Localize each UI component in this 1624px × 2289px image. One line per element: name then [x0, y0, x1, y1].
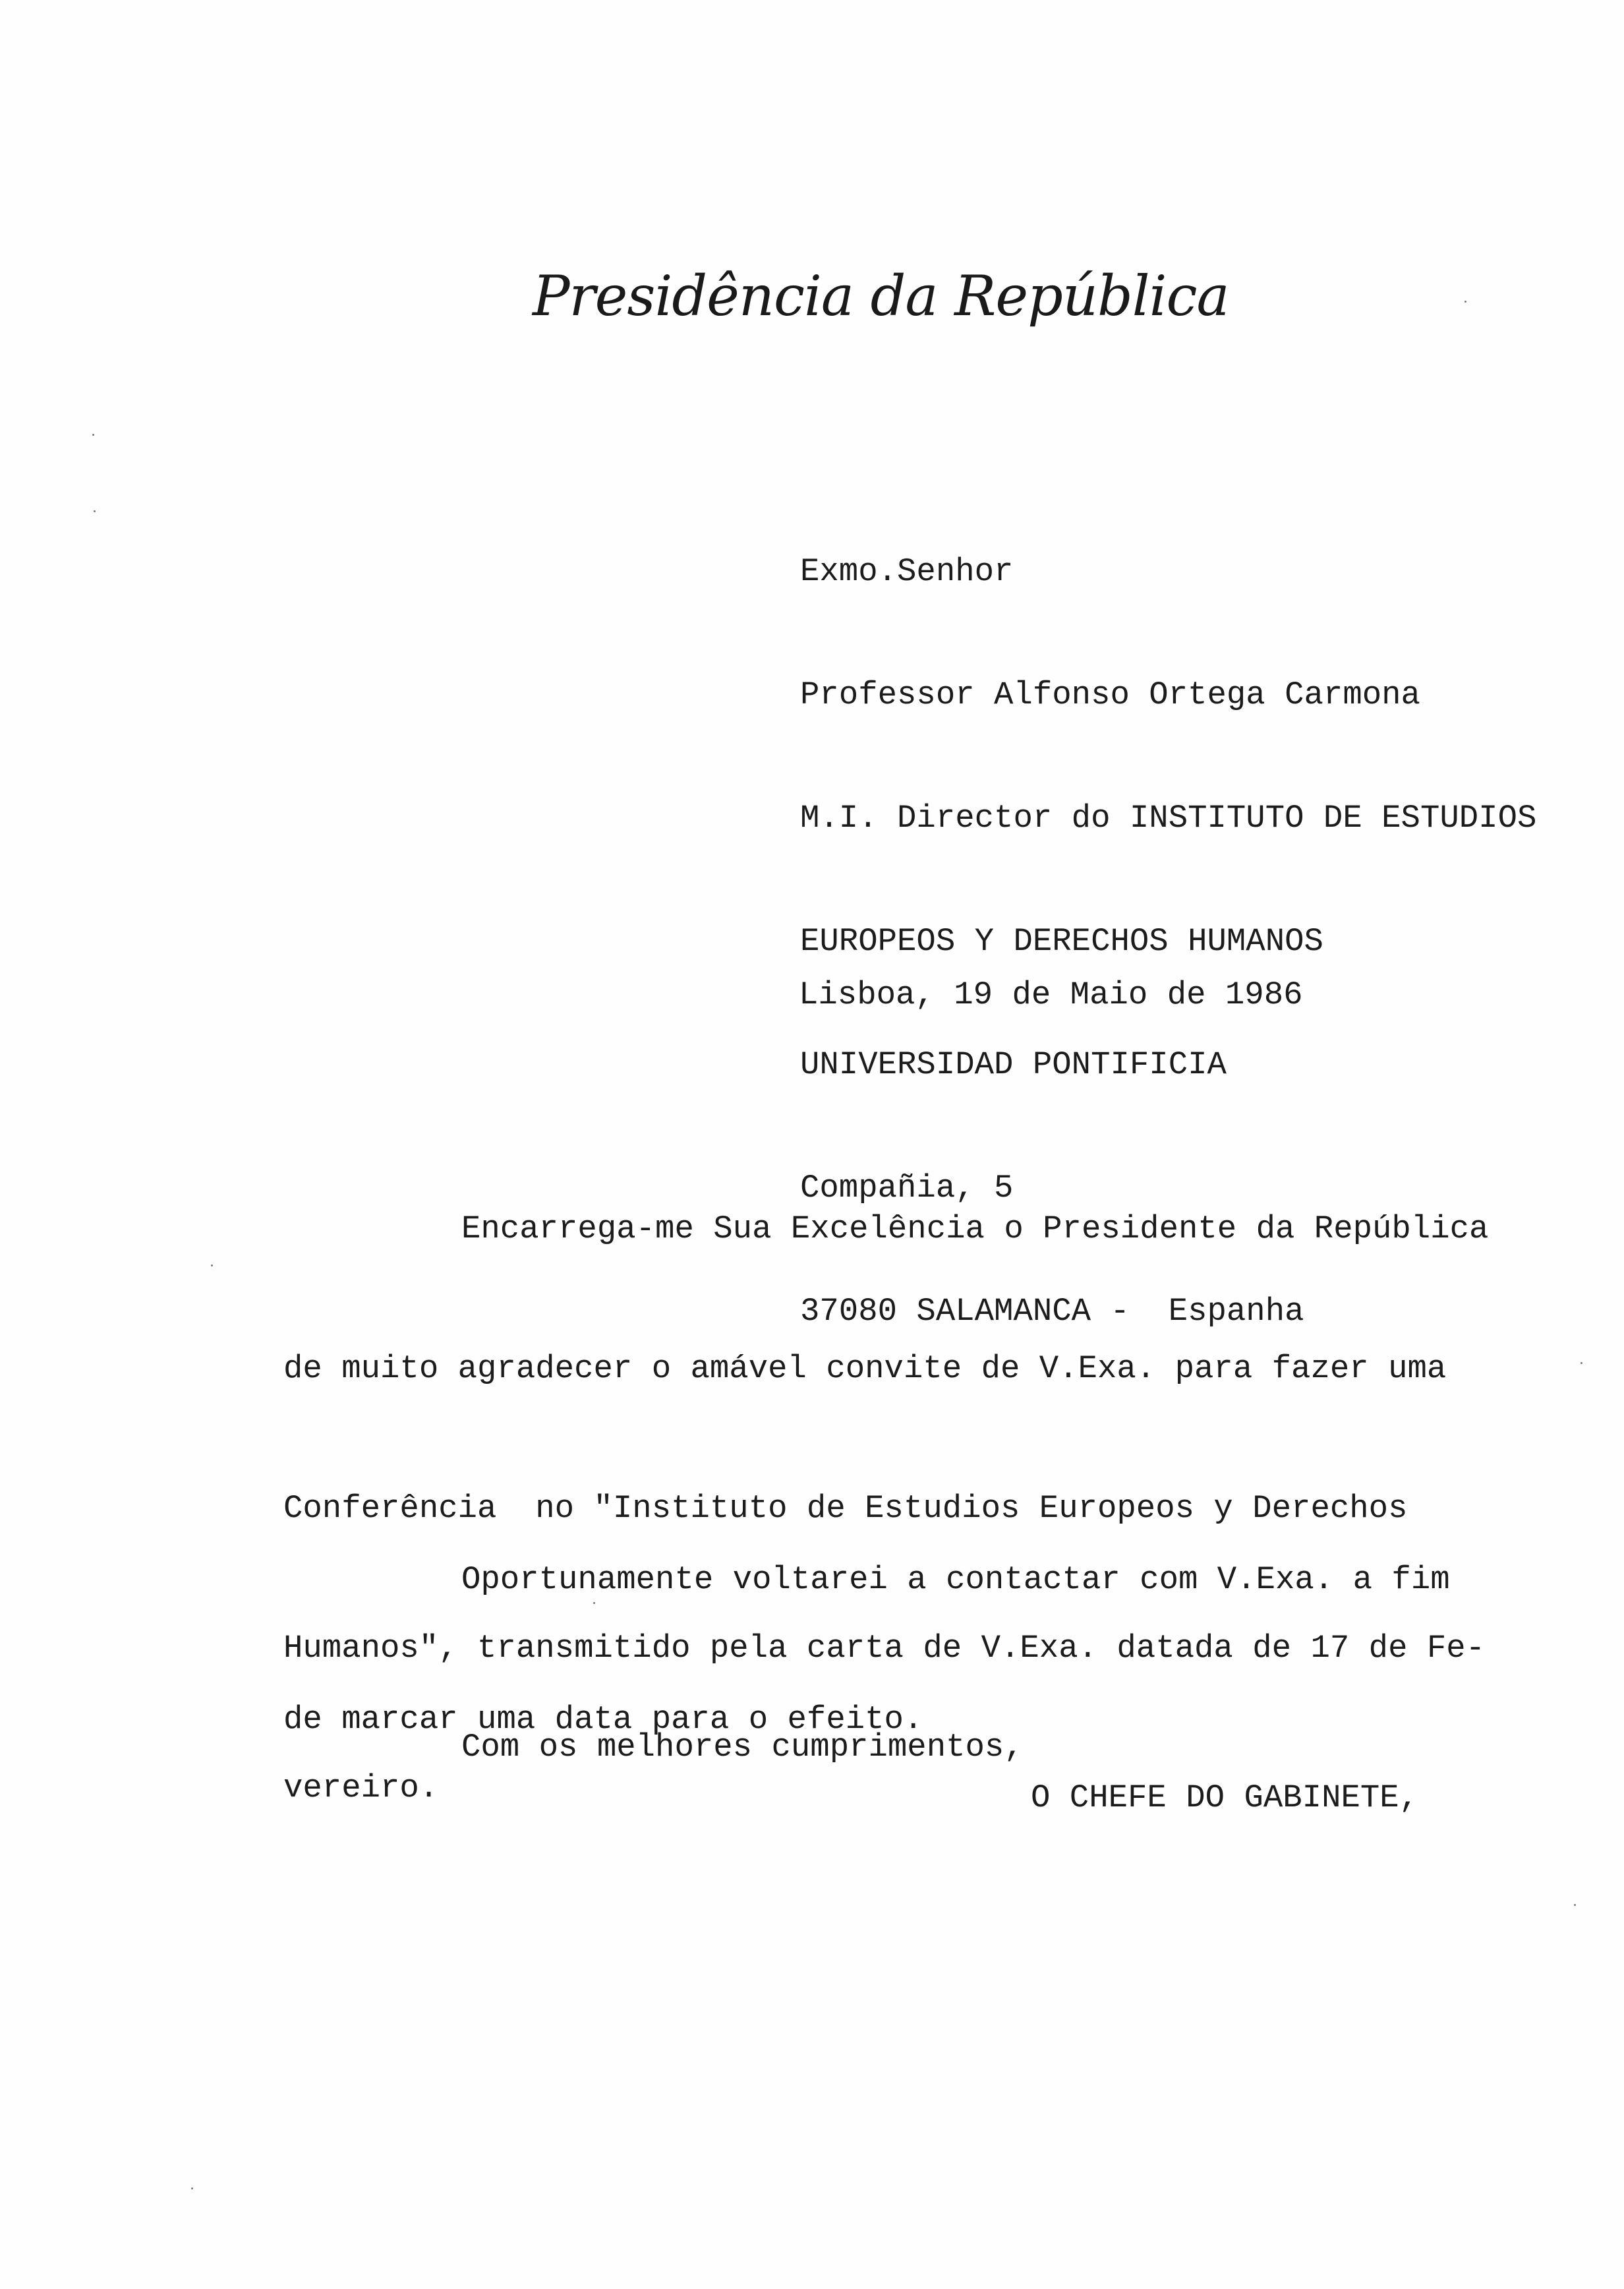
scan-speck [593, 1602, 595, 1604]
recipient-line-city: 37080 SALAMANCA - Espanha [800, 1293, 1304, 1330]
paragraph-1-line: vereiro. [283, 1769, 439, 1806]
recipient-line-street: Compañia, 5 [800, 1170, 1014, 1206]
closing-paragraph [283, 1640, 1024, 1854]
paragraph-1-line: de muito agradecer o amável convite de V.Exa. para fazer uma [283, 1350, 1447, 1387]
paragraph-2-line: Oportunamente voltarei a contactar com V.Exa. a fim [461, 1561, 1450, 1598]
paragraph-1-line: Encarrega-me Sua Excelência o Presidente da República [461, 1210, 1489, 1247]
recipient-line-university: UNIVERSIDAD PONTIFICIA [800, 1046, 1227, 1083]
scan-speck [191, 2187, 193, 2189]
closing-line: Com os melhores cumprimentos, [461, 1729, 1024, 1766]
recipient-line-position: M.I. Director do INSTITUTO DE ESTUDIOS [800, 800, 1537, 837]
scan-speck [211, 1264, 213, 1266]
recipient-line-name: Professor Alfonso Ortega Carmona [800, 676, 1420, 713]
recipient-line-salutation: Exmo.Senhor [800, 553, 1014, 590]
scan-speck [1464, 301, 1466, 303]
scan-speck [1574, 1904, 1576, 1906]
scan-speck [94, 510, 96, 512]
paragraph-1-line: Humanos", transmitido pela carta de V.Exa. datada de 17 de Fe- [283, 1630, 1486, 1667]
recipient-line-institute: EUROPEOS Y DERECHOS HUMANOS [800, 923, 1323, 960]
signature-title: O CHEFE DO GABINETE, [1031, 1779, 1419, 1816]
paragraph-2-line: de marcar uma data para o efeito. [283, 1701, 923, 1738]
paragraph-1-line: Conferência no "Instituto de Estudios Europeos y Derechos [283, 1490, 1408, 1527]
letter-date: Lisboa, 19 de Maio de 1986 [799, 976, 1303, 1013]
letterhead-title: Presidência da República [533, 264, 1229, 328]
scan-speck [92, 434, 94, 436]
scan-speck [1580, 1362, 1582, 1364]
